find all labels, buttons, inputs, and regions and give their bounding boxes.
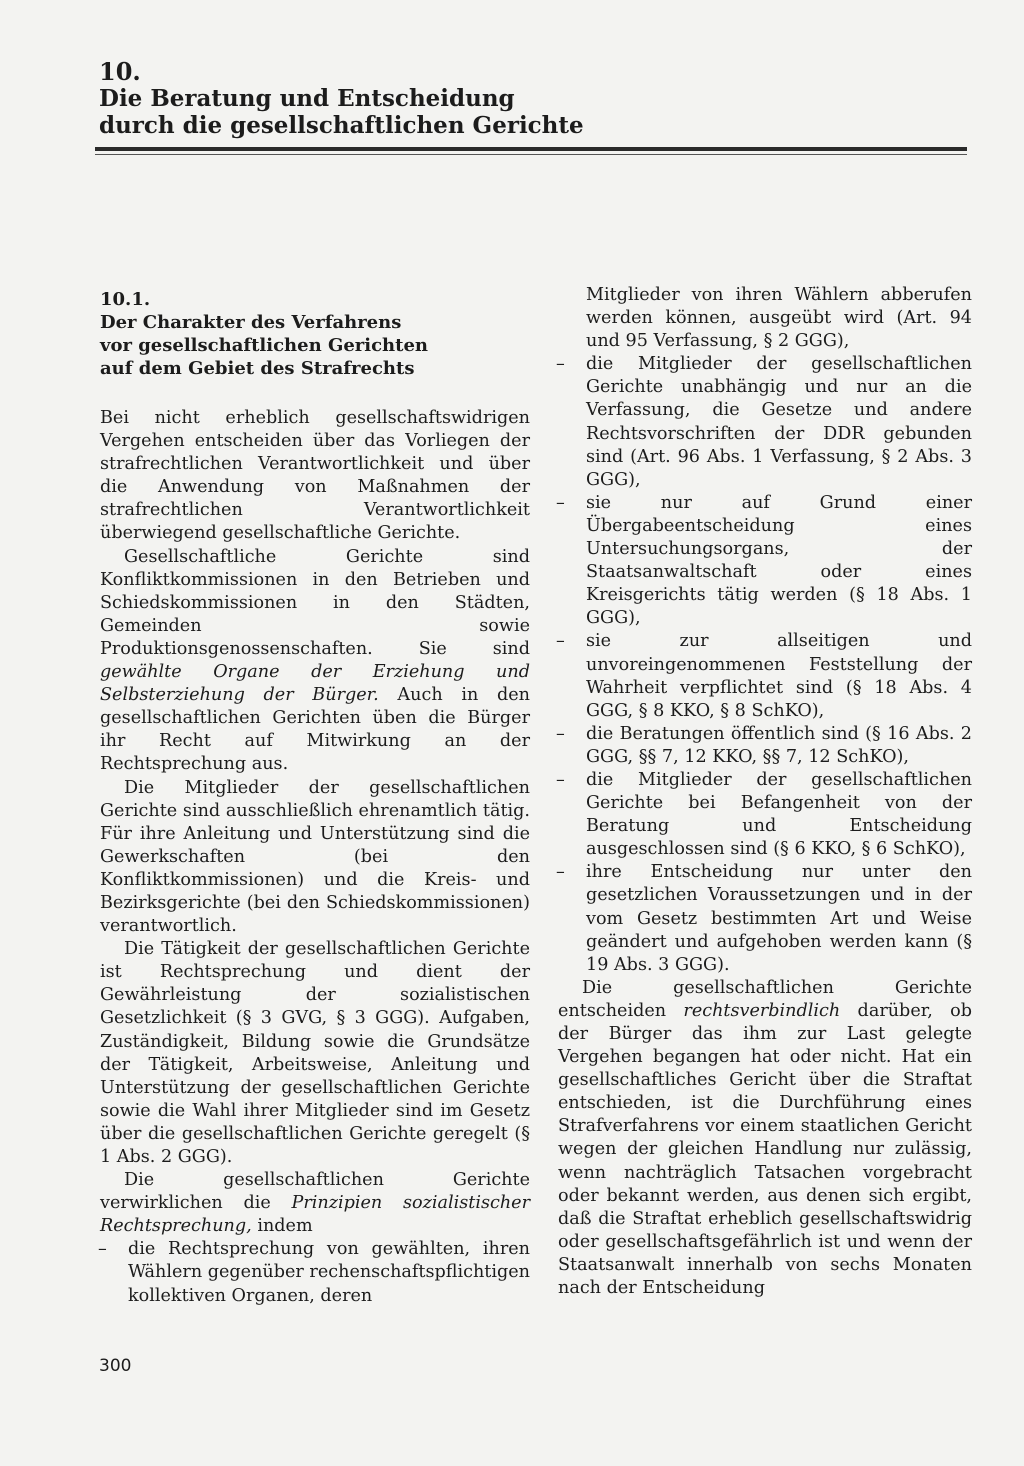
- paragraph-2-emphasis: gewählte Organe der Erziehung und Selbsterziehung der Bürger.: [100, 662, 530, 706]
- paragraph-3: Die Mitglieder der gesellschaftlichen Gerichte sind ausschließlich ehrenamtlich tätig. Für ihre Anleitung und Unterstützung sind die Gewerkschaften (bei den Konfliktkommissionen) und die Kreis- und Bezirksgerichte (bei den Schiedskommissionen) verantwortlich.: [100, 777, 530, 937]
- paragraph-6-text-a: Die gesellschaftlichen Gerichte entscheiden: [558, 977, 972, 1021]
- list-item: – sie nur auf Grund einer Übergabeentscheidung eines Untersuchungsorgans, der Staatsanwaltschaft oder eines Kreisgerichts tätig werden (§ 18 Abs. 1 GGG),: [558, 492, 972, 631]
- paragraph-6: [558, 977, 972, 1300]
- chapter-title-line-2: durch die gesellschaftlichen Gerichte: [99, 112, 584, 139]
- list-item: – ihre Entscheidung nur unter den gesetzlichen Voraussetzungen und in der vom Gesetz bestimmten Art und Weise geändert und aufgehoben werden kann (§ 19 Abs. 3 GGG).: [558, 861, 972, 976]
- principles-list: [558, 353, 972, 977]
- chapter-number: 10.: [99, 57, 141, 86]
- paragraph-5-text-b: indem: [251, 1216, 313, 1237]
- paragraph-5-text-a: Die gesellschaftlichen Gerichte verwirklichen die: [100, 1170, 530, 1214]
- paragraph-1: Bei nicht erheblich gesellschaftswidrigen Vergehen entscheiden über das Vorliegen der strafrechtlichen Verantwortlichkeit und über die Anwendung von Maßnahmen der strafrechtlichen Verantwortlichkeit überwiegend gesellschaftliche Gerichte.: [100, 408, 530, 544]
- chapter-rule-thin: [95, 154, 967, 155]
- section-title-line-2: vor gesellschaftlichen Gerichten: [100, 335, 428, 356]
- section-title: [100, 311, 530, 380]
- list-item-continued: Mitglieder von ihren Wählern abberufen werden können, ausgeübt wird (Art. 94 und 95 Verfassung, § 2 GGG),: [586, 285, 972, 352]
- paragraph-6-emphasis: rechtsverbindlich: [683, 1000, 841, 1021]
- principles-list-continued: [558, 284, 972, 353]
- left-column: [100, 288, 530, 1308]
- list-item: – die Mitglieder der gesellschaftlichen Gerichte unabhängig und nur an die Verfassung, die Gesetze und andere Rechtsvorschriften der DDR gebunden sind (Art. 96 Abs. 1 Verfassung, § 2 Abs. 3 GGG),: [558, 353, 972, 492]
- list-item: – die Mitglieder der gesellschaftlichen Gerichte bei Befangenheit von der Beratung und Entscheidung ausgeschlossen sind (§ 6 KKO, § 6 SchKO),: [558, 769, 972, 861]
- paragraph-2: [100, 546, 530, 777]
- section-title-line-1: Der Charakter des Verfahrens: [100, 312, 402, 333]
- chapter-rule: [95, 147, 967, 151]
- paragraph-5: [100, 1169, 530, 1238]
- section-number: 10.1.: [100, 289, 151, 310]
- chapter-title-line-1: Die Beratung und Entscheidung: [99, 85, 515, 112]
- section-title-line-3: auf dem Gebiet des Strafrechts: [100, 358, 415, 379]
- paragraph-6-text-b: darüber, ob der Bürger das ihm zur Last gelegte Vergehen begangen hat oder nicht. Hat ein gesellschaftliches Gericht über die Straftat entschieden, ist die Durchführung eines Strafverfahrens vor einem staatlichen Gericht wegen der gleichen Handlung nur zulässig, wenn nachträglich Tatsachen vorgebracht oder bekannt werden, aus denen sich ergibt, daß die Straftat erheblich gesellschaftswidrig oder gesellschaftsgefährlich ist und wenn der Staatsanwalt innerhalb von sechs Monaten nach der Entscheidung: [558, 1000, 972, 1299]
- paragraph-4: Die Tätigkeit der gesellschaftlichen Gerichte ist Rechtsprechung und dient der Gewährleistung der sozialistischen Gesetzlichkeit (§ 3 GVG, § 3 GGG). Aufgaben, Zuständigkeit, Bildung sowie die Grundsätze der Tätigkeit, Arbeitsweise, Anleitung und Unterstützung der gesellschaftlichen Gerichte sowie die Wahl ihrer Mitglieder sind im Gesetz über die gesellschaftlichen Gerichte geregelt (§ 1 Abs. 2 GGG).: [100, 939, 530, 1167]
- chapter-heading: [99, 58, 979, 139]
- paragraph-2-text-b: Auch in den gesellschaftlichen Gerichten üben die Bürger ihr Recht auf Mitwirkung an der Rechtsprechung aus.: [100, 685, 530, 775]
- list-item: – die Rechtsprechung von gewählten, ihren Wählern gegenüber rechenschaftspflichtigen kollektiven Organen, deren: [100, 1238, 530, 1307]
- page-number: 300: [99, 1356, 132, 1376]
- paragraph-5-emphasis: Prinzipien sozialistischer Rechtsprechung,: [100, 1193, 531, 1237]
- list-item: – sie zur allseitigen und unvoreingenommenen Feststellung der Wahrheit verpflichtet sind (§ 18 Abs. 4 GGG, § 8 KKO, § 8 SchKO),: [558, 630, 972, 722]
- paragraph-2-text-a: Gesellschaftliche Gerichte sind Konfliktkommissionen in den Betrieben und Schiedskommissionen in den Städten, Gemeinden sowie Produktionsgenossenschaften. Sie sind: [100, 546, 530, 659]
- principles-list-start: [100, 1238, 530, 1307]
- right-column: [558, 284, 972, 1300]
- list-item: – die Beratungen öffentlich sind (§ 16 Abs. 2 GGG, §§ 7, 12 KKO, §§ 7, 12 SchKO),: [558, 723, 972, 769]
